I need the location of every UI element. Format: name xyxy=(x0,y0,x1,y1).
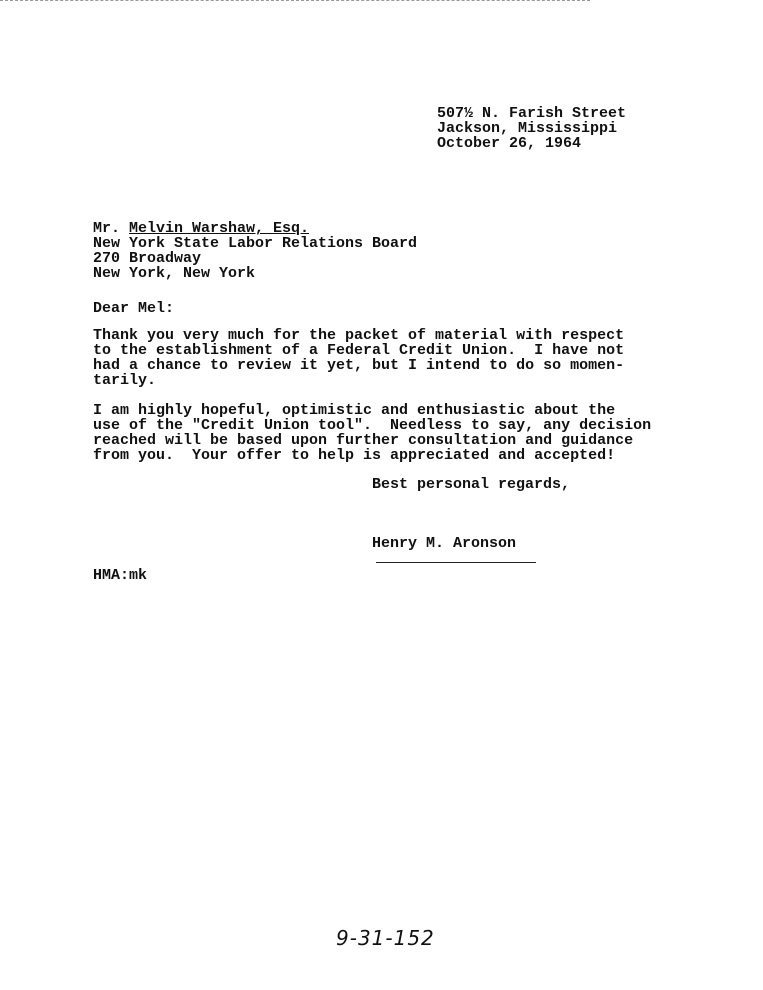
body-line: Thank you very much for the packet of material with respect xyxy=(93,327,625,344)
return-address-line: Jackson, Mississippi xyxy=(437,120,618,137)
body-line: had a chance to review it yet, but I intend to do so momen- xyxy=(93,357,625,374)
recipient-line: New York State Labor Relations Board xyxy=(93,235,418,252)
salutation: Dear Mel: xyxy=(93,300,175,317)
signer-name: Henry M. Aronson xyxy=(372,535,517,552)
body-line: to the establishment of a Federal Credit Union. I have not xyxy=(93,342,625,359)
recipient-address xyxy=(93,221,417,281)
signature-line xyxy=(376,562,536,563)
body-line: from you. Your offer to help is appreciated and accepted! xyxy=(93,447,616,464)
return-address-line: 507½ N. Farish Street xyxy=(437,105,627,122)
initials: HMA:mk xyxy=(93,567,148,584)
closing: Best personal regards, xyxy=(372,476,571,493)
paragraph-2 xyxy=(93,403,651,463)
recipient-line: New York, New York xyxy=(93,265,256,282)
letter-date: October 26, 1964 xyxy=(437,135,582,152)
body-line: tarily. xyxy=(93,372,157,389)
return-address xyxy=(437,106,626,151)
recipient-name-line xyxy=(93,221,417,236)
recipient-line: 270 Broadway xyxy=(93,250,202,267)
top-border xyxy=(0,0,590,1)
body-line: I am highly hopeful, optimistic and enthusiastic about the xyxy=(93,402,616,419)
body-line: reached will be based upon further consultation and guidance xyxy=(93,432,634,449)
recipient-name: Melvin Warshaw, Esq. xyxy=(129,220,310,237)
paragraph-1 xyxy=(93,328,624,388)
recipient-prefix: Mr. xyxy=(93,220,130,237)
body-line: use of the "Credit Union tool". Needless to say, any decision xyxy=(93,417,652,434)
handwritten-note: 9-31-152 xyxy=(336,926,435,950)
